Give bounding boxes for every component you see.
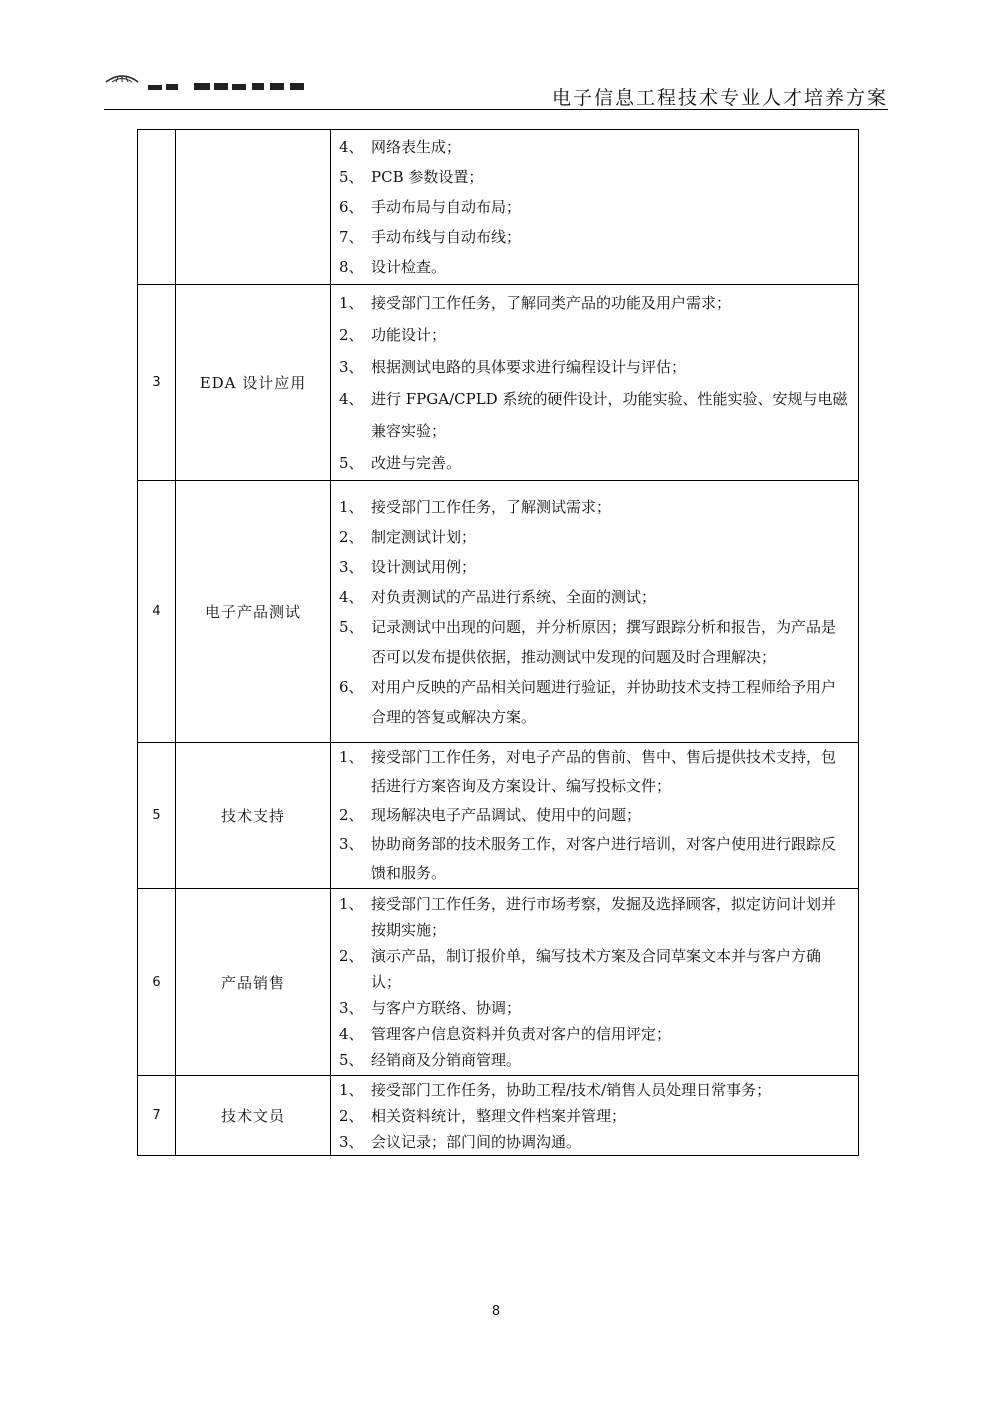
header-rule <box>104 109 888 110</box>
item-index: 1、 <box>339 497 364 516</box>
item-index: 4、 <box>339 1025 364 1043</box>
item-index: 3、 <box>339 557 364 576</box>
item-index: 4、 <box>339 138 364 156</box>
item-text: 接受部门工作任务，了解同类产品的功能及用户需求； <box>371 293 732 312</box>
duties-cell <box>331 1076 859 1156</box>
position-name: 技术文员 <box>176 1076 331 1156</box>
item-index: 2、 <box>339 947 364 965</box>
table-row <box>138 481 859 743</box>
item-text: 记录测试中出现的问题，并分析原因；撰写跟踪分析和报告，为产品是否可以发布提供依据，推动测试中发现的问题及时合理解决； <box>371 617 837 666</box>
table-row <box>138 889 859 1076</box>
item-index: 5、 <box>339 168 364 186</box>
item-text: 功能设计； <box>371 325 447 344</box>
item-index: 3、 <box>339 835 364 853</box>
row-number <box>138 130 176 285</box>
item-index: 1、 <box>339 748 364 766</box>
document-header-title: 电子信息工程技术专业人才培养方案 <box>551 87 888 109</box>
list-item <box>339 492 850 522</box>
table-row <box>138 285 859 481</box>
duties-cell <box>331 285 859 481</box>
list-item <box>339 995 850 1021</box>
list-item <box>339 319 850 351</box>
table-row <box>138 1076 859 1156</box>
list-item <box>339 612 850 672</box>
row-number: 3 <box>138 285 176 481</box>
row-number: 5 <box>138 743 176 889</box>
school-logo-icon <box>104 68 334 94</box>
list-item <box>339 1103 850 1129</box>
item-text: 对用户反映的产品相关问题进行验证，并协助技术支持工程师给予用户合理的答复或解决方案。 <box>371 677 837 726</box>
table-row <box>138 130 859 285</box>
list-item <box>339 801 850 830</box>
item-index: 1、 <box>339 1080 364 1099</box>
item-text: 设计检查。 <box>371 258 447 276</box>
row-number: 4 <box>138 481 176 743</box>
list-item <box>339 192 850 222</box>
list-item <box>339 891 850 943</box>
duties-cell <box>331 481 859 743</box>
page-number: 8 <box>491 1304 501 1319</box>
row-number: 7 <box>138 1076 176 1156</box>
item-index: 5、 <box>339 617 364 636</box>
item-text: 协助商务部的技术服务工作，对客户进行培训，对客户使用进行跟踪反馈和服务。 <box>371 835 837 882</box>
item-text: 改进与完善。 <box>371 453 462 472</box>
item-text: 接受部门工作任务，了解测试需求； <box>371 497 612 516</box>
list-item <box>339 582 850 612</box>
list-item <box>339 743 850 801</box>
item-text: 现场解决电子产品调试、使用中的问题； <box>371 806 642 824</box>
item-index: 2、 <box>339 325 364 344</box>
table-row <box>138 743 859 889</box>
item-text: 设计测试用例； <box>371 557 477 576</box>
item-index: 5、 <box>339 1051 364 1069</box>
position-name: 技术支持 <box>176 743 331 889</box>
item-text: 经销商及分销商管理。 <box>371 1051 522 1069</box>
item-text: 根据测试电路的具体要求进行编程设计与评估； <box>371 357 687 376</box>
list-item <box>339 830 850 888</box>
item-index: 7、 <box>339 228 364 246</box>
item-text: 接受部门工作任务，对电子产品的售前、售中、售后提供技术支持，包括进行方案咨询及方案设计、编写投标文件； <box>371 748 837 795</box>
item-index: 2、 <box>339 1106 364 1125</box>
item-index: 2、 <box>339 806 364 824</box>
list-item <box>339 383 850 447</box>
item-index: 4、 <box>339 389 364 408</box>
list-item <box>339 287 850 319</box>
item-text: 接受部门工作任务，进行市场考察，发掘及选择顾客，拟定访问计划并按期实施； <box>371 895 837 939</box>
item-text: 手动布局与自动布局； <box>371 198 522 216</box>
list-item <box>339 1021 850 1047</box>
position-name: 产品销售 <box>176 889 331 1076</box>
item-text: 对负责测试的产品进行系统、全面的测试； <box>371 587 657 606</box>
item-text: 演示产品，制订报价单，编写技术方案及合同草案文本并与客户方确认； <box>371 947 822 991</box>
item-text: 手动布线与自动布线； <box>371 228 522 246</box>
list-item <box>339 552 850 582</box>
list-item <box>339 252 850 282</box>
duties-cell <box>331 130 859 285</box>
position-name: 电子产品测试 <box>176 481 331 743</box>
list-item <box>339 943 850 995</box>
item-text: 与客户方联络、协调； <box>371 999 522 1017</box>
list-item <box>339 132 850 162</box>
list-item <box>339 672 850 732</box>
list-item <box>339 522 850 552</box>
list-item <box>339 351 850 383</box>
list-item <box>339 1077 850 1103</box>
item-index: 5、 <box>339 453 364 472</box>
item-index: 1、 <box>339 895 364 913</box>
list-item <box>339 1129 850 1155</box>
item-index: 4、 <box>339 587 364 606</box>
list-item <box>339 1047 850 1073</box>
item-text: 接受部门工作任务，协助工程/技术/销售人员处理日常事务； <box>371 1080 772 1099</box>
list-item <box>339 162 850 192</box>
item-text: 进行 FPGA/CPLD 系统的硬件设计，功能实验、性能实验、安规与电磁兼容实验； <box>371 389 848 440</box>
list-item <box>339 222 850 252</box>
job-duties-table <box>137 129 859 1156</box>
position-name <box>176 130 331 285</box>
row-number: 6 <box>138 889 176 1076</box>
item-text: 相关资料统计，整理文件档案并管理； <box>371 1106 627 1125</box>
item-index: 3、 <box>339 1132 364 1151</box>
item-index: 1、 <box>339 293 364 312</box>
item-index: 8、 <box>339 258 364 276</box>
item-text: 会议记录；部门间的协调沟通。 <box>371 1132 582 1151</box>
duties-cell <box>331 889 859 1076</box>
item-text: PCB 参数设置； <box>371 168 484 186</box>
item-index: 3、 <box>339 999 364 1017</box>
duties-cell <box>331 743 859 889</box>
item-index: 2、 <box>339 527 364 546</box>
list-item <box>339 447 850 479</box>
item-index: 6、 <box>339 677 364 696</box>
item-index: 3、 <box>339 357 364 376</box>
item-text: 网络表生成； <box>371 138 462 156</box>
item-text: 制定测试计划； <box>371 527 477 546</box>
item-text: 管理客户信息资料并负责对客户的信用评定； <box>371 1025 672 1043</box>
position-name: EDA 设计应用 <box>176 285 331 481</box>
item-index: 6、 <box>339 198 364 216</box>
